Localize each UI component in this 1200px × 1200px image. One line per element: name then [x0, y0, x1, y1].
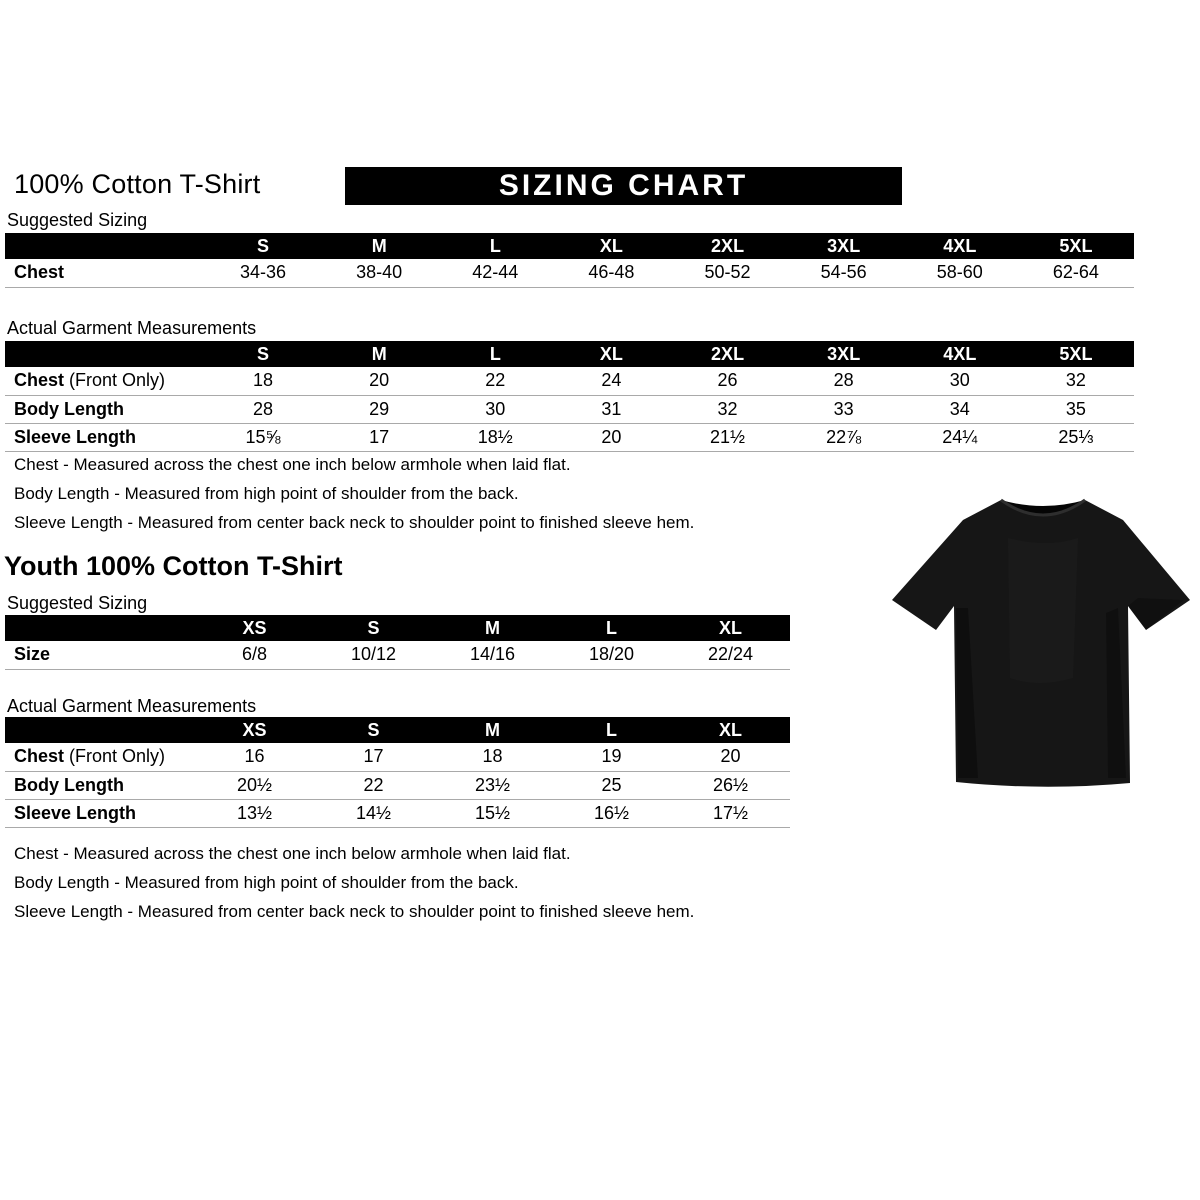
row-label-text: Chest	[14, 370, 65, 391]
measurement-row	[5, 641, 790, 669]
measurement-value: 18/20	[588, 644, 635, 665]
measurement-value: 46-48	[588, 262, 635, 283]
row-label	[5, 771, 195, 799]
measurement-value: 30	[949, 370, 970, 391]
adult-note-body-length: Body Length - Measured from high point of shoulder from the back.	[14, 484, 519, 503]
tshirt-highlight	[1008, 538, 1078, 683]
adult-note-sleeve-length: Sleeve Length - Measured from center back neck to shoulder point to finished sleeve hem.	[14, 513, 695, 532]
size-column-header-2xl: 2XL	[670, 341, 786, 367]
header-corner-cell	[5, 233, 205, 259]
adult-suggested-sizing-table	[5, 233, 1134, 288]
measurement-value: 22⅞	[826, 426, 862, 447]
measurement-value: 33	[833, 398, 854, 419]
row-label-suffix: (Front Only)	[64, 746, 166, 767]
measurement-value: 34	[949, 398, 970, 419]
measurement-value: 42-44	[472, 262, 519, 283]
youth-note-body-length: Body Length - Measured from high point of shoulder from the back.	[14, 873, 519, 892]
size-column-header-m: M	[433, 615, 552, 641]
adult-note-chest: Chest - Measured across the chest one inch below armhole when laid flat.	[14, 455, 571, 474]
measurement-row	[5, 367, 1134, 395]
measurement-value: 24	[601, 370, 622, 391]
size-column-header-xs: XS	[195, 615, 314, 641]
measurement-value: 25	[601, 774, 622, 795]
youth-suggested-sizing-table	[5, 615, 790, 670]
size-column-header-3xl: 3XL	[786, 233, 902, 259]
size-column-header-l: L	[552, 717, 671, 743]
measurement-value: 35	[1065, 398, 1086, 419]
sizing-chart-banner	[345, 167, 902, 205]
measurement-value: 31	[601, 398, 622, 419]
row-label	[5, 395, 205, 423]
size-column-header-s: S	[205, 233, 321, 259]
size-column-header-2xl: 2XL	[670, 233, 786, 259]
youth-note-sleeve-length: Sleeve Length - Measured from center back neck to shoulder point to finished sleeve hem.	[14, 902, 695, 921]
tshirt-sleeve-shadow	[1128, 598, 1184, 630]
youth-measurement-notes	[14, 845, 694, 932]
measurement-row	[5, 395, 1134, 423]
measurement-value: 6/8	[241, 644, 268, 665]
measurement-value: 10/12	[350, 644, 397, 665]
row-label	[5, 259, 205, 287]
row-label-text: Body Length	[14, 774, 124, 795]
size-column-header-l: L	[552, 615, 671, 641]
measurement-value: 20	[369, 370, 390, 391]
row-label-text: Size	[14, 644, 51, 665]
measurement-value: 20½	[236, 774, 273, 795]
row-label	[5, 743, 195, 771]
measurement-row	[5, 259, 1134, 287]
measurement-value: 16½	[593, 802, 630, 823]
measurement-value: 15½	[474, 802, 511, 823]
size-header-row	[5, 717, 790, 743]
measurement-value: 14½	[355, 802, 392, 823]
adult-measurement-notes	[14, 456, 694, 543]
measurement-value: 21½	[710, 426, 746, 447]
size-column-header-l: L	[437, 233, 553, 259]
size-header-row	[5, 341, 1134, 367]
adult-actual-measurements-table	[5, 341, 1134, 452]
row-label-text: Chest	[14, 746, 65, 767]
measurement-value: 32	[717, 398, 738, 419]
size-column-header-4xl: 4XL	[902, 341, 1018, 367]
measurement-value: 17½	[712, 802, 749, 823]
size-column-header-l: L	[437, 341, 553, 367]
measurement-value: 17	[369, 426, 390, 447]
adult-product-title: 100% Cotton T-Shirt	[14, 169, 261, 199]
youth-product-title: Youth 100% Cotton T-Shirt	[4, 551, 343, 581]
header-corner-cell	[5, 615, 195, 641]
tshirt-product-image	[888, 478, 1198, 818]
youth-note-chest: Chest - Measured across the chest one inch below armhole when laid flat.	[14, 844, 571, 863]
measurement-value: 29	[369, 398, 390, 419]
measurement-value: 34-36	[240, 262, 287, 283]
measurement-row	[5, 771, 790, 799]
measurement-value: 24¼	[942, 426, 978, 447]
measurement-value: 15⅝	[245, 426, 281, 447]
measurement-value: 23½	[474, 774, 511, 795]
measurement-value: 18	[482, 746, 503, 767]
row-label-suffix: (Front Only)	[64, 370, 166, 391]
measurement-value: 25⅓	[1058, 426, 1094, 447]
measurement-value: 22	[363, 774, 384, 795]
row-label-text: Chest	[14, 262, 65, 283]
measurement-value: 17	[363, 746, 384, 767]
size-column-header-4xl: 4XL	[902, 233, 1018, 259]
measurement-value: 22	[485, 370, 506, 391]
size-column-header-xs: XS	[195, 717, 314, 743]
measurement-value: 20	[720, 746, 741, 767]
row-label	[5, 799, 195, 827]
size-column-header-m: M	[321, 341, 437, 367]
measurement-row	[5, 423, 1134, 451]
measurement-value: 38-40	[356, 262, 403, 283]
size-column-header-s: S	[314, 615, 433, 641]
adult-actual-measurements-label: Actual Garment Measurements	[7, 318, 257, 338]
measurement-value: 13½	[236, 802, 273, 823]
measurement-value: 26	[717, 370, 738, 391]
size-column-header-m: M	[321, 233, 437, 259]
size-column-header-5xl: 5XL	[1018, 341, 1134, 367]
size-header-row	[5, 233, 1134, 259]
header-corner-cell	[5, 717, 195, 743]
measurement-value: 18	[253, 370, 274, 391]
measurement-value: 30	[485, 398, 506, 419]
measurement-value: 28	[833, 370, 854, 391]
measurement-value: 22/24	[707, 644, 754, 665]
measurement-value: 58-60	[936, 262, 983, 283]
measurement-value: 62-64	[1052, 262, 1099, 283]
measurement-value: 54-56	[820, 262, 867, 283]
row-label-text: Sleeve Length	[14, 426, 137, 447]
measurement-value: 16	[244, 746, 265, 767]
youth-actual-measurements-label: Actual Garment Measurements	[7, 696, 257, 716]
size-column-header-xl: XL	[553, 233, 669, 259]
measurement-value: 14/16	[469, 644, 516, 665]
size-header-row	[5, 615, 790, 641]
measurement-row	[5, 743, 790, 771]
measurement-value: 18½	[477, 426, 513, 447]
youth-suggested-sizing-label: Suggested Sizing	[7, 593, 148, 613]
measurement-row	[5, 799, 790, 827]
row-label	[5, 423, 205, 451]
row-label-text: Body Length	[14, 398, 124, 419]
adult-suggested-sizing-label: Suggested Sizing	[7, 210, 148, 230]
measurement-value: 32	[1065, 370, 1086, 391]
measurement-value: 26½	[712, 774, 749, 795]
youth-actual-measurements-table	[5, 717, 790, 828]
size-column-header-xl: XL	[671, 615, 790, 641]
size-column-header-m: M	[433, 717, 552, 743]
size-column-header-s: S	[314, 717, 433, 743]
row-label-text: Sleeve Length	[14, 802, 137, 823]
row-label	[5, 367, 205, 395]
measurement-value: 50-52	[704, 262, 751, 283]
size-column-header-s: S	[205, 341, 321, 367]
row-label	[5, 641, 195, 669]
size-column-header-5xl: 5XL	[1018, 233, 1134, 259]
size-column-header-xl: XL	[671, 717, 790, 743]
size-column-header-xl: XL	[553, 341, 669, 367]
size-column-header-3xl: 3XL	[786, 341, 902, 367]
measurement-value: 28	[253, 398, 274, 419]
measurement-value: 20	[601, 426, 622, 447]
sizing-chart-banner-text: SIZING CHART	[498, 169, 749, 202]
measurement-value: 19	[601, 746, 622, 767]
header-corner-cell	[5, 341, 205, 367]
